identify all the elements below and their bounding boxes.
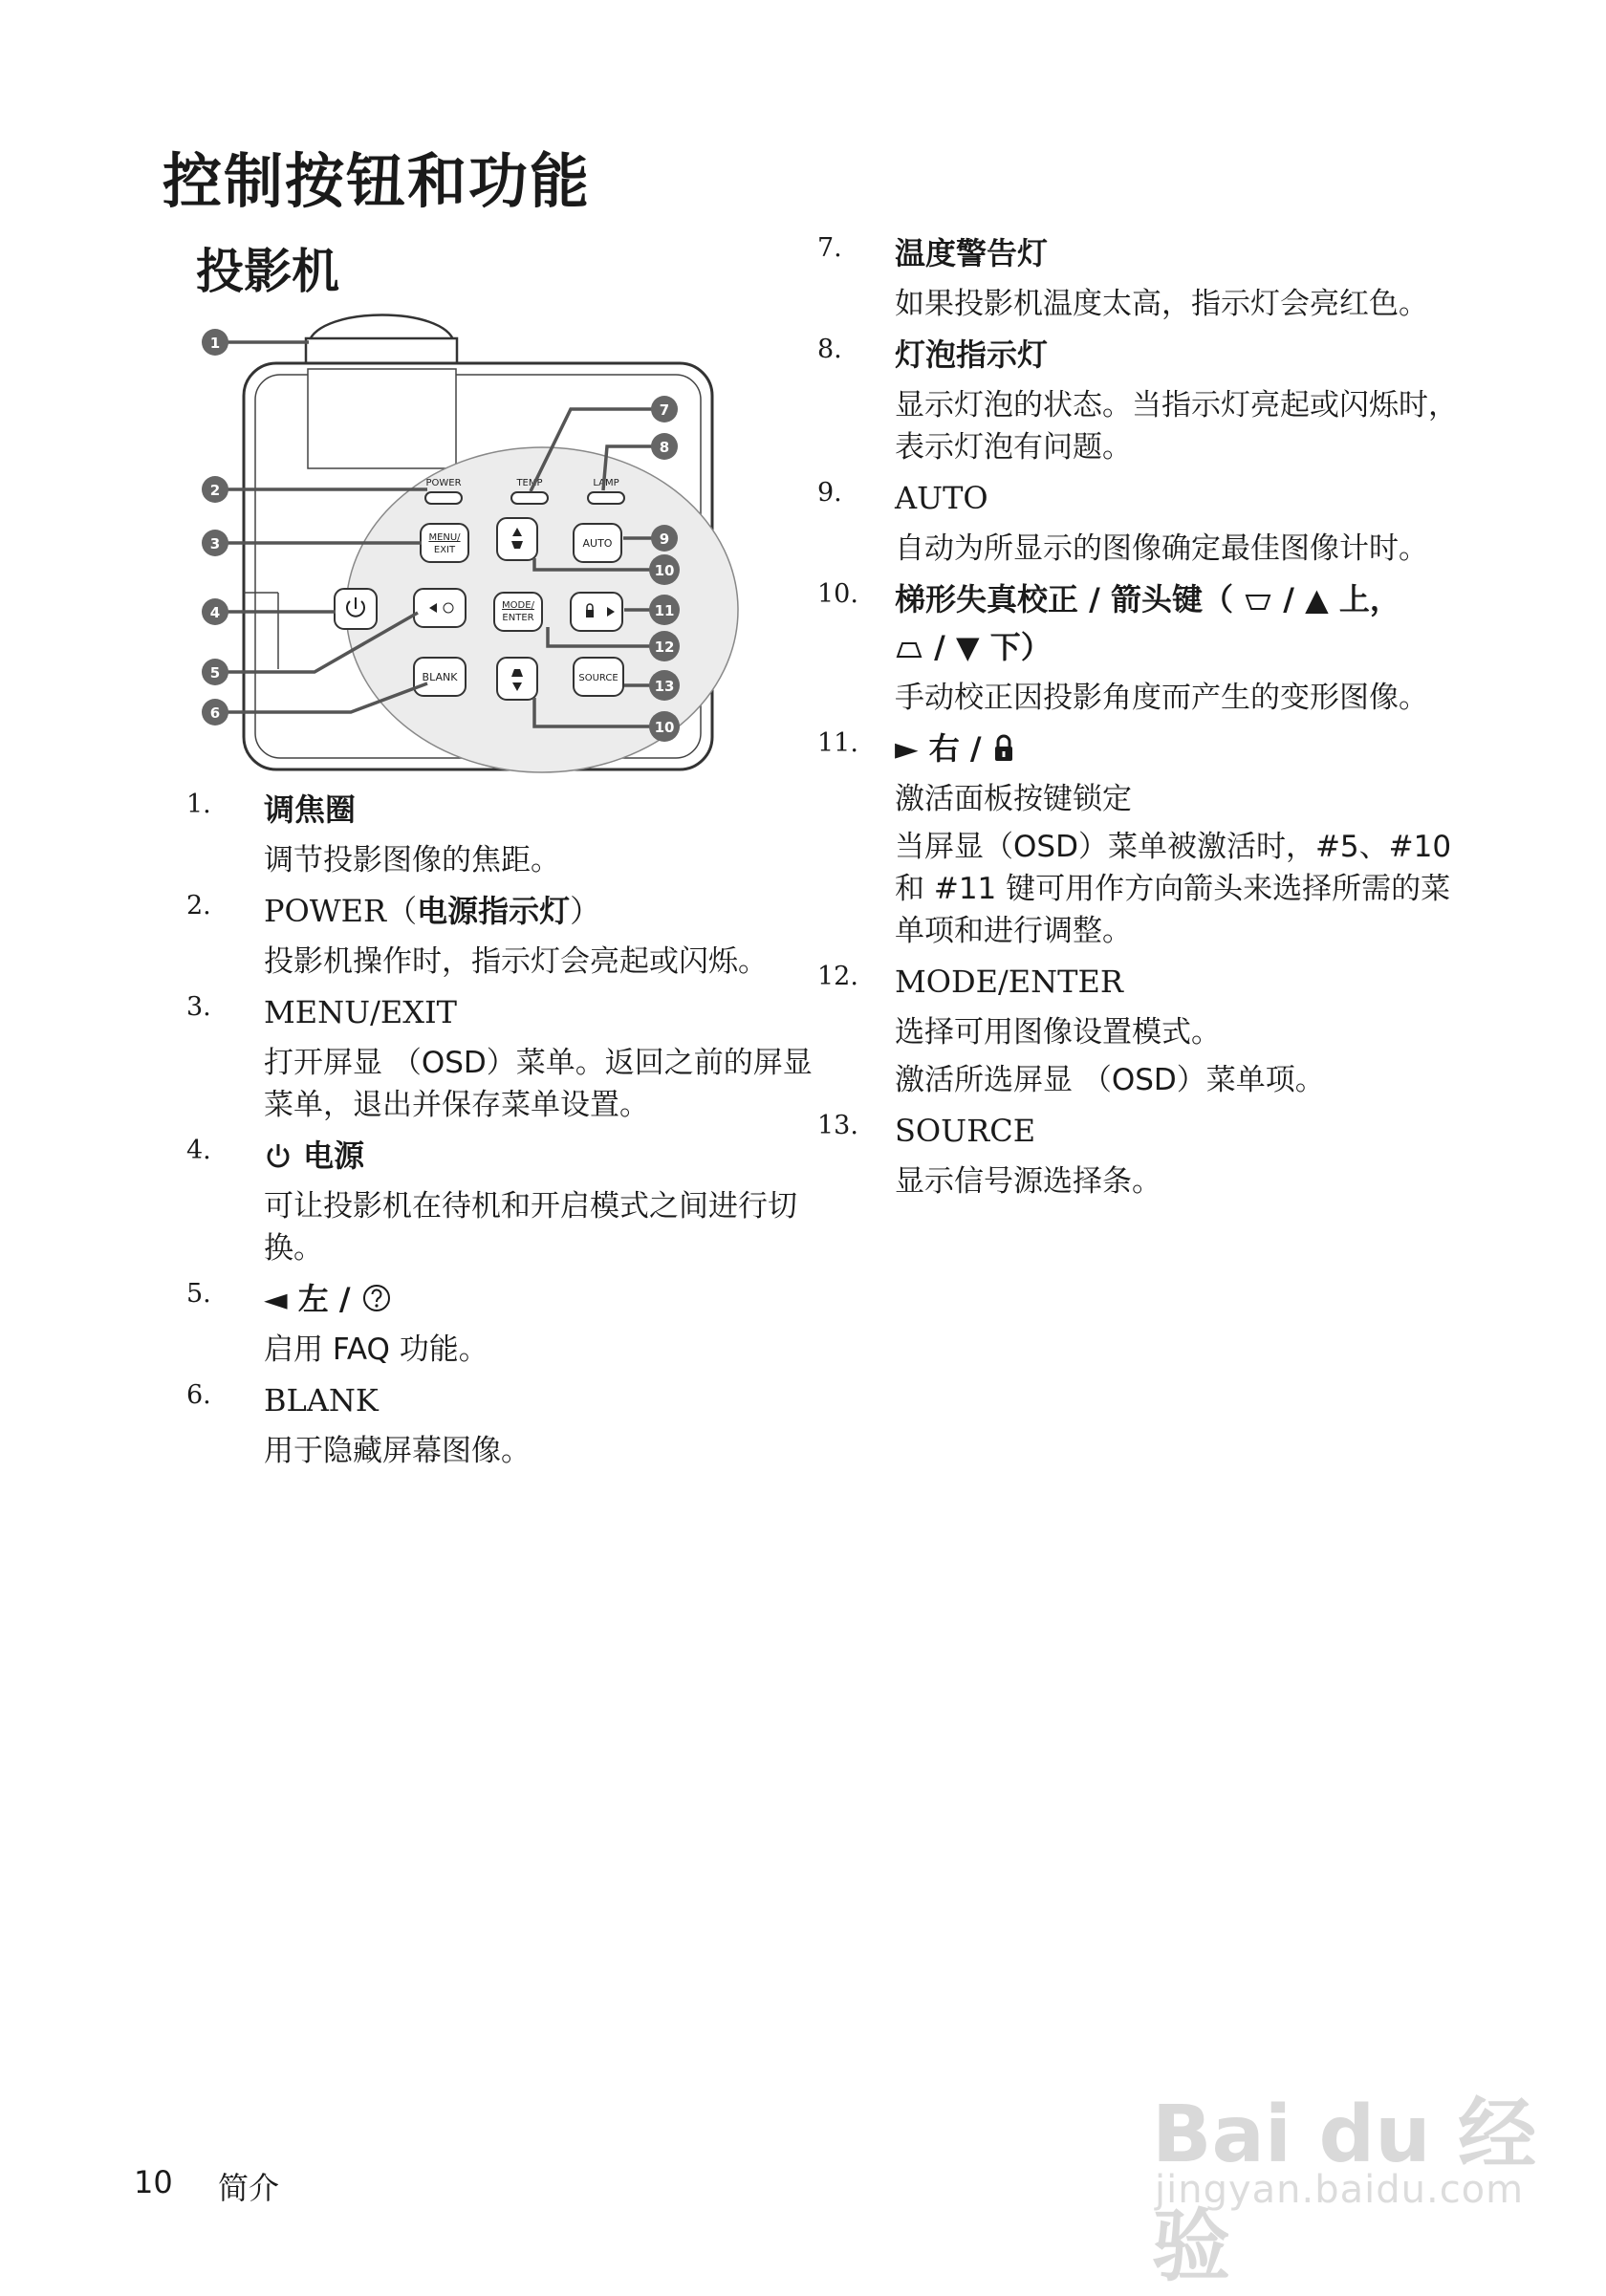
item-heading: MODE/ENTER [895,964,1123,1000]
footer-section: 简介 [218,2170,280,2206]
item-number: 11. [817,728,858,758]
item-heading-part-b: / ▲ 上， [1283,581,1400,617]
section-subtitle: 投影机 [196,244,339,299]
projector-panel-diagram [186,306,741,784]
lamp-led [588,492,624,504]
item-description: 选择可用图像设置模式。 [895,1015,1221,1050]
callout-9: 9 [659,531,670,548]
lens-housing [308,369,456,468]
item-heading-part-a: 梯形失真校正 / 箭头键（ [895,581,1233,617]
keystone-up-icon [1244,591,1272,614]
list-item [817,229,1467,325]
callout-1: 1 [209,335,221,352]
item-number: 9. [817,478,842,508]
temp-led-label: TEMP [516,478,543,488]
item-number: 12. [817,962,858,991]
mode-button-label-bottom: ENTER [502,613,534,623]
item-description: 激活所选屏显 （OSD）菜单项。 [895,1063,1325,1097]
list-item [186,1376,817,1472]
item-heading-pre: POWER（ [264,893,418,929]
menu-exit-button [421,524,468,562]
item-description: 用于隐藏屏幕图像。 [264,1434,531,1468]
lock-icon [992,734,1015,763]
item-heading [264,1275,817,1323]
menu-button-label-bottom: EXIT [433,545,456,555]
item-heading [264,1132,817,1180]
item-heading: 调焦圈 [264,791,357,828]
callout-13: 13 [654,678,675,695]
item-heading [895,725,1467,772]
item-heading: SOURCE [895,1113,1036,1149]
source-button-label: SOURCE [578,673,619,683]
item-description: 显示信号源选择条。 [895,1164,1161,1199]
item-heading [264,887,817,935]
callout-3: 3 [209,535,221,552]
item-heading-text: 电源 [303,1137,365,1174]
item-number: 10. [817,579,858,609]
item-heading: AUTO [895,480,988,516]
item-description: 投影机操作时，指示灯会亮起或闪烁。 [264,944,768,979]
item-heading-text: ◄ 左 / [264,1281,351,1317]
left-button [414,589,466,627]
menu-button-label-top: MENU/ [428,532,461,543]
question-icon [361,1283,392,1313]
watermark-url: jingyan.baidu.com [1155,2168,1525,2212]
list-item [817,331,1467,468]
item-heading-post: ） [570,893,601,929]
temp-led [511,492,548,504]
blank-button-label: BLANK [422,671,458,683]
item-heading: 灯泡指示灯 [895,336,1049,373]
item-description: 激活面板按键锁定 [895,782,1132,816]
list-item [186,1275,817,1371]
item-description: 如果投影机温度太高，指示灯会亮红色。 [895,287,1428,321]
item-description: 自动为所显示的图像确定最佳图像计时。 [895,531,1428,566]
item-description: 打开屏显 （OSD）菜单。返回之前的屏显菜单，退出并保存菜单设置。 [264,1046,813,1122]
item-description: 启用 FAQ 功能。 [264,1332,488,1367]
callout-4: 4 [209,604,221,621]
item-number: 8. [817,335,842,364]
page-title: 控制按钮和功能 [163,146,592,216]
item-number: 1. [186,790,211,819]
callout-12: 12 [654,639,675,656]
feature-list-left [186,786,817,1478]
item-number: 5. [186,1279,211,1309]
mode-button-label-top: MODE/ [502,600,534,611]
item-heading-bold: 电源指示灯 [417,893,571,929]
item-number: 6. [186,1380,211,1410]
item-number: 7. [817,233,842,263]
item-description: 显示灯泡的状态。当指示灯亮起或闪烁时，表示灯泡有问题。 [895,388,1458,465]
item-number: 4. [186,1136,211,1165]
callout-11: 11 [654,602,675,619]
list-item [186,1132,817,1269]
item-heading [895,575,1467,671]
item-number: 13. [817,1111,858,1140]
list-item [817,474,1467,570]
item-heading: MENU/EXIT [264,994,457,1030]
item-heading: BLANK [264,1382,379,1419]
auto-button-label: AUTO [582,537,613,550]
callout-8: 8 [659,439,670,456]
item-description: 调节投影图像的焦距。 [264,843,560,877]
down-button [497,658,537,700]
item-description: 可让投影机在待机和开启模式之间进行切换。 [264,1189,797,1266]
list-item [817,1107,1467,1202]
page-number: 10 [134,2164,173,2200]
list-item [186,887,817,983]
callout-2: 2 [209,482,221,499]
lamp-led-label: LAMP [593,478,619,488]
item-heading: 温度警告灯 [895,235,1049,271]
list-item [186,786,817,881]
list-item [817,958,1467,1101]
watermark-logo: Bai du 经验 [1152,2090,1537,2292]
list-item [817,575,1467,719]
callout-10-bottom: 10 [654,719,675,736]
callout-6: 6 [209,704,221,722]
power-led [425,492,462,504]
power-icon [264,1141,293,1170]
list-item [186,988,817,1126]
item-heading-text: ► 右 / [895,730,982,767]
callout-7: 7 [659,401,670,419]
up-button [497,518,537,560]
lock-icon [586,610,594,617]
item-description: 当屏显（OSD）菜单被激活时，#5、#10 和 #11 键可用作方向箭头来选择所需的菜单项和进行调整。 [895,830,1452,948]
callout-10-top: 10 [654,562,675,579]
mode-enter-button [494,593,542,631]
item-heading-part-c: / ▼ 下） [934,629,1052,665]
keystone-down-icon [895,639,923,661]
list-item [817,725,1467,952]
callout-5: 5 [209,664,221,682]
power-led-label: POWER [425,478,462,488]
item-number: 2. [186,891,211,921]
item-number: 3. [186,992,211,1022]
feature-list-right [817,229,1467,1208]
item-description: 手动校正因投影角度而产生的变形图像。 [895,681,1428,715]
